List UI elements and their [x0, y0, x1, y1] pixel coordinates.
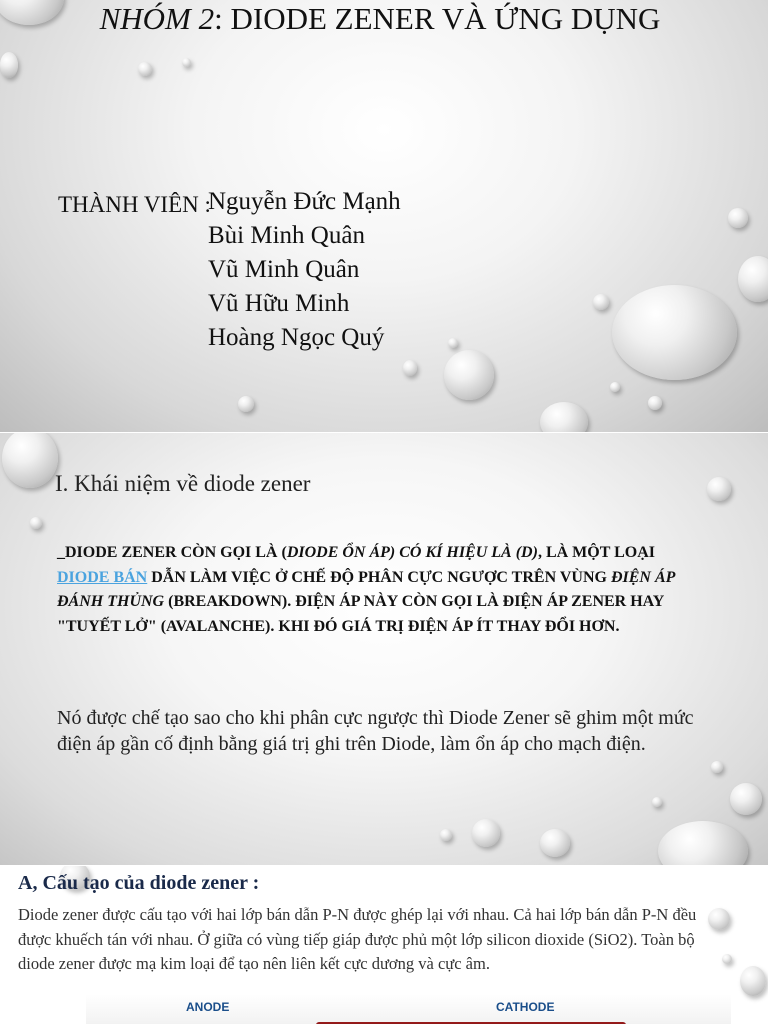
water-drop-decoration — [707, 477, 731, 501]
water-drop-decoration — [0, 52, 18, 78]
definition-italic: ĐIỆN ÁP ĐÁNH THỦNG — [57, 568, 675, 610]
cathode-label: CATHODE — [496, 1000, 555, 1014]
water-drop-decoration — [448, 338, 458, 348]
member-name: Vũ Hữu Minh — [208, 290, 350, 317]
water-drop-decoration — [2, 433, 58, 488]
water-drop-decoration — [593, 294, 609, 310]
water-drop-decoration — [728, 208, 748, 228]
slide-structure — [0, 866, 768, 1024]
definition-italic: DIODE ỔN ÁP) CÓ KÍ HIỆU LÀ (D) — [286, 544, 538, 561]
water-drop-decoration — [540, 829, 570, 857]
title-rest: : DIODE ZENER VÀ ỨNG DỤNG — [214, 1, 661, 36]
structure-paragraph: Diode zener được cấu tạo với hai lớp bán dẫn P-N được ghép lại với nhau. Cả hai lớp bán dẫn P-N đều được khuếch tán với nhau. Ở giữa có vùng tiếp giáp được phủ một lớp silicon dioxide (SiO2). Toàn bộ diode zener được mạ kim loại để tạo nên liên kết cực dương và cực âm. — [18, 905, 697, 973]
water-drop-decoration — [658, 821, 748, 865]
slide-concept — [0, 433, 768, 865]
member-name: Bùi Minh Quân — [208, 222, 365, 249]
water-drop-decoration — [730, 783, 762, 815]
slide-title-text — [40, 0, 720, 38]
slide-title — [0, 0, 768, 432]
water-drop-decoration — [610, 382, 620, 392]
explanation-paragraph: Nó được chế tạo sao cho khi phân cực ngược thì Diode Zener sẽ ghim một mức điện áp gần cố định bằng giá trị ghi trên Diode, làm ổn áp cho mạch điện. — [57, 707, 694, 755]
member-name: Vũ Minh Quân — [208, 256, 360, 283]
water-drop-decoration — [182, 58, 191, 67]
water-drop-decoration — [740, 966, 766, 996]
water-drop-decoration — [648, 396, 662, 410]
water-drop-decoration — [238, 396, 254, 412]
definition-text: _DIODE ZENER CÒN GỌI LÀ ( — [57, 544, 287, 561]
definition-text: , LÀ MỘT LOẠI — [537, 544, 655, 561]
water-drop-decoration — [30, 517, 42, 529]
diode-diagram — [86, 994, 731, 1024]
water-drop-decoration — [440, 829, 452, 841]
water-drop-decoration — [138, 62, 152, 76]
definition-text: (BREAKDOWN). ĐIỆN ÁP NÀY CÒN GỌI LÀ ĐIỆN ÁP ZENER HAY "TUYẾT LỞ" (AVALANCHE). KHI ĐÓ GIÁ TRỊ ĐIỆN ÁP ÍT THAY ĐỔI HƠN. — [57, 593, 664, 635]
diode-link[interactable]: DIODE BÁN — [57, 568, 148, 586]
anode-label: ANODE — [186, 1000, 230, 1014]
title-group: NHÓM 2 — [99, 1, 215, 36]
definition-text: DẪN LÀM VIỆC Ở CHẾ ĐỘ PHÂN CỰC NGƯỢC TRÊN VÙNG — [147, 568, 611, 586]
members-label: THÀNH VIÊN : — [58, 192, 211, 217]
water-drop-decoration — [652, 797, 662, 807]
section-heading: A, Cấu tạo của diode zener : — [18, 872, 260, 894]
water-drop-decoration — [444, 350, 494, 400]
water-drop-decoration — [722, 954, 732, 964]
water-drop-decoration — [403, 360, 417, 376]
member-name: Nguyễn Đức Mạnh — [208, 188, 401, 215]
water-drop-decoration — [612, 285, 737, 380]
definition-paragraph — [57, 541, 697, 639]
section-heading: I. Khái niệm về diode zener — [55, 471, 311, 496]
water-drop-decoration — [711, 761, 723, 773]
water-drop-decoration — [472, 819, 500, 847]
water-drop-decoration — [540, 402, 588, 432]
water-drop-decoration — [738, 256, 768, 302]
member-name: Hoàng Ngọc Quý — [208, 324, 385, 351]
